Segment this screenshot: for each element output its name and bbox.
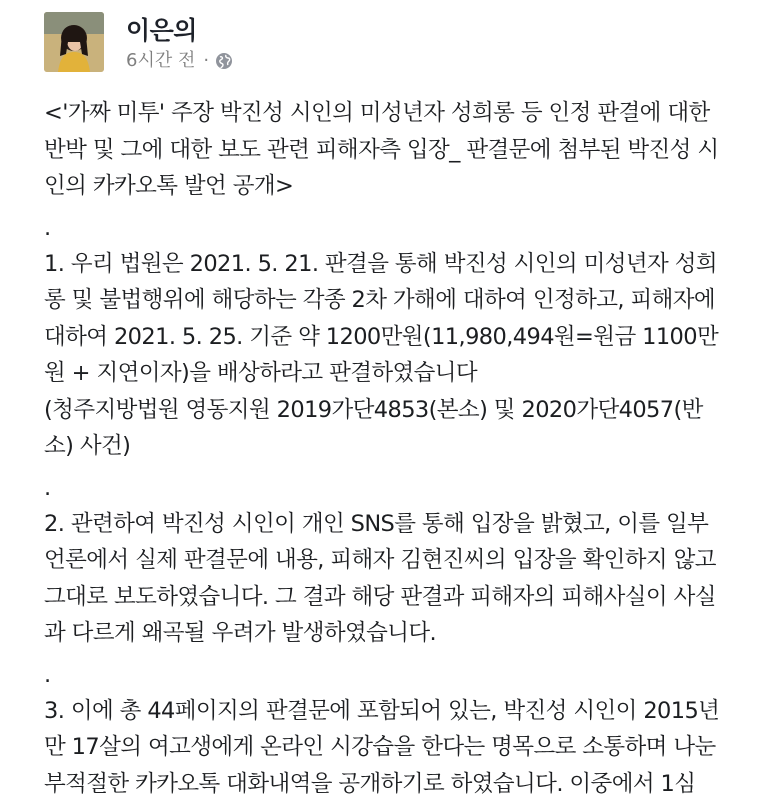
paragraph-line: 3. 이에 총 44페이지의 판결문에 포함되어 있는, 박진성 시인이 2015년	[44, 693, 744, 730]
paragraph-2	[44, 506, 744, 652]
paragraph-line: 2. 관련하여 박진성 시인이 개인 SNS를 통해 입장을 밝혔고, 이를 일부	[44, 506, 744, 543]
avatar-photo	[44, 12, 104, 72]
separator-dot: .	[44, 205, 744, 246]
title-line: <'가짜 미투' 주장 박진성 시인의 미성년자 성희롱 등 인정 판결에 대한	[44, 95, 744, 132]
paragraph-line: 대하여 2021. 5. 25. 기준 약 1200만원(11,980,494원=원금 1100만	[44, 319, 744, 356]
title-line: 인의 카카오톡 발언 공개>	[44, 168, 744, 205]
title-line: 반박 및 그에 대한 보도 관련 피해자측 입장_ 판결문에 첨부된 박진성 시	[44, 132, 744, 169]
paragraph-line: 소) 사건)	[44, 428, 744, 465]
paragraph-line: 그대로 보도하였습니다. 그 결과 해당 판결과 피해자의 피해사실이 사실	[44, 579, 744, 616]
meta-separator: ·	[203, 50, 209, 72]
paragraph-line: (청주지방법원 영동지원 2019가단4853(본소) 및 2020가단4057(반	[44, 392, 744, 429]
paragraph-line: 1. 우리 법원은 2021. 5. 21. 판결을 통해 박진성 시인의 미성년자 성희	[44, 246, 744, 283]
paragraph-line: 만 17살의 여고생에게 온라인 시강습을 한다는 명목으로 소통하며 나눈	[44, 729, 744, 766]
separator-dot: .	[44, 465, 744, 506]
paragraph-line: 원 + 지연이자)을 배상하라고 판결하였습니다	[44, 355, 744, 392]
post-title	[44, 95, 744, 205]
globe-icon[interactable]	[215, 52, 233, 70]
post-time[interactable]: 6시간 전	[126, 50, 195, 72]
avatar[interactable]	[44, 12, 104, 72]
paragraph-line: 언론에서 실제 판결문에 내용, 피해자 김현진씨의 입장을 확인하지 않고	[44, 542, 744, 579]
author-name[interactable]: 이은의	[126, 16, 233, 46]
post-header	[44, 12, 233, 76]
separator-dot: .	[44, 652, 744, 693]
paragraph-line: 과 다르게 왜곡될 우려가 발생하였습니다.	[44, 615, 744, 652]
paragraph-line: 롱 및 불법행위에 해당하는 각종 2차 가해에 대하여 인정하고, 피해자에	[44, 282, 744, 319]
post-meta	[126, 50, 233, 72]
paragraph-3	[44, 693, 744, 802]
paragraph-1	[44, 246, 744, 465]
post-body	[44, 95, 744, 802]
paragraph-line: 부적절한 카카오톡 대화내역을 공개하기로 하였습니다. 이중에서 1심	[44, 766, 744, 802]
